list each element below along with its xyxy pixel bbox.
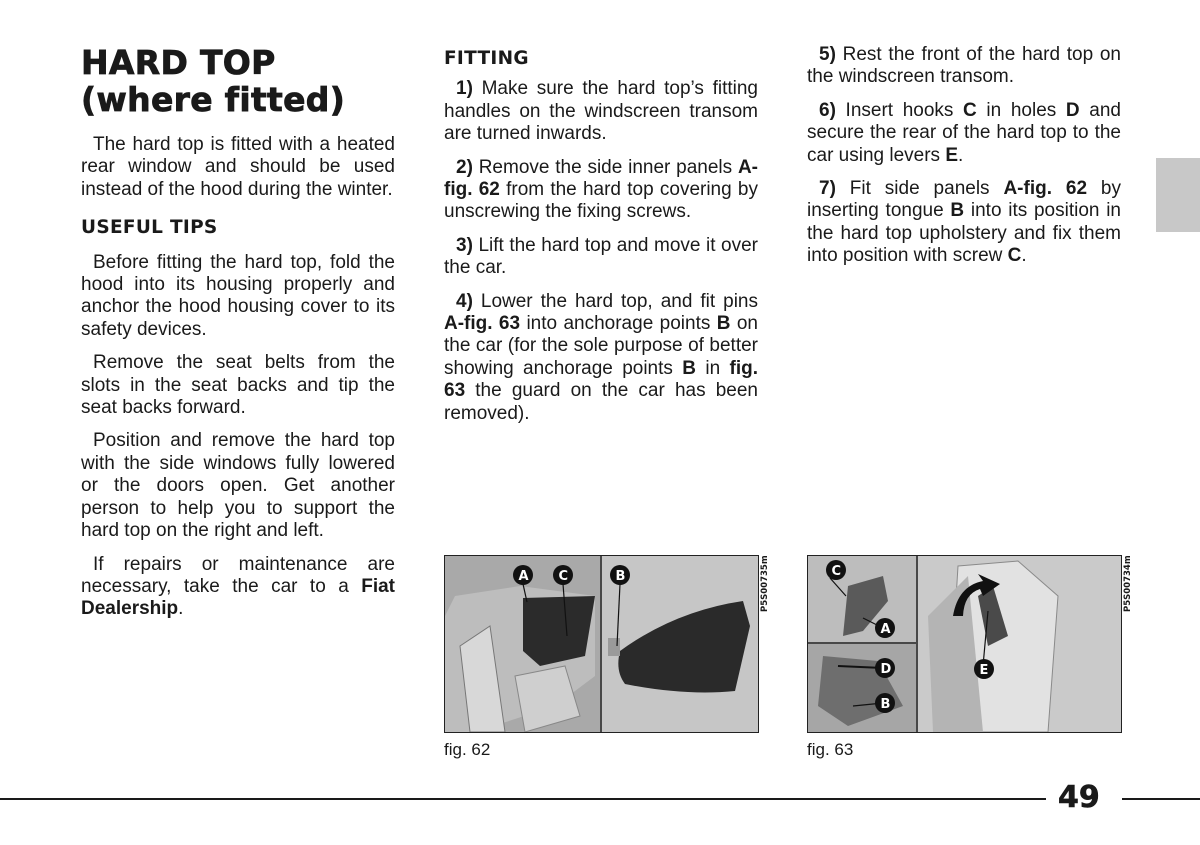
step-1: 1) Make sure the hard top’s fitting handles on the windscreen transom are turned inwards. — [444, 78, 758, 145]
column-right — [807, 44, 1121, 279]
callout-a — [513, 565, 533, 585]
callout-b — [875, 693, 895, 713]
figure-63-photo — [807, 555, 1122, 733]
tip-paragraph-3: Position and remove the hard top with the side windows fully lowered or the doors open. Get another person to help you to support the hard top on the right and left. — [81, 430, 395, 542]
callout-c — [826, 560, 846, 580]
callout-c-label: C — [831, 564, 842, 579]
callout-d-label: D — [880, 662, 892, 677]
callout-a-label: A — [518, 569, 529, 584]
page-title: HARD TOP (where fitted) — [81, 43, 346, 119]
step-7: 7) Fit side panels A-fig. 62 by inserting tongue B into its position in the hard top upholstery and fix them into position with screw C. — [807, 178, 1121, 267]
step-2: 2) Remove the side inner panels A-fig. 62 from the hard top covering by unscrewing the fixing screws. — [444, 156, 758, 223]
useful-tips-heading: USEFUL TIPS — [81, 217, 218, 239]
intro-paragraph: The hard top is fitted with a heated rear window and should be used instead of the hood during the winter. — [81, 134, 395, 200]
footer-rule-right — [1122, 798, 1200, 800]
step-5: 5) Rest the front of the hard top on the windscreen transom. — [807, 44, 1121, 88]
callout-b-label: B — [615, 569, 626, 584]
callout-e-label: E — [979, 663, 989, 678]
figure-63-illustration — [808, 556, 1121, 732]
column-left — [81, 44, 395, 632]
tip-paragraph-4: If repairs or maintenance are necessary, take the car to a Fiat Dealership. — [81, 553, 395, 620]
figure-62-photo — [444, 555, 759, 733]
callout-b — [610, 565, 630, 585]
tip-paragraph-2: Remove the seat belts from the slots in the seat backs and tip the seat backs forward. — [81, 352, 395, 419]
footer-rule-left — [0, 798, 1046, 800]
page-number: 49 — [1058, 780, 1100, 815]
figure-62-code: P5S00735m — [760, 555, 770, 612]
callout-a-label: A — [880, 622, 891, 637]
callout-c — [553, 565, 573, 585]
fitting-heading: FITTING — [444, 48, 529, 69]
figure-63-caption: fig. 63 — [807, 740, 854, 759]
figure-62-caption: fig. 62 — [444, 740, 491, 759]
callout-a — [875, 618, 895, 638]
step-3: 3) Lift the hard top and move it over the car. — [444, 234, 758, 279]
step-4: 4) Lower the hard top, and fit pins A-fig. 63 into anchorage points B on the car (for the sole purpose of better showing anchorage points B in fig. 63 the guard on the car has been removed). — [444, 290, 759, 424]
figure-62-illustration — [445, 556, 758, 732]
callout-d — [875, 658, 895, 678]
tip-paragraph-1: Before fitting the hard top, fold the hood into its housing properly and anchor the hood housing cover to its safety devices. — [81, 251, 395, 340]
callout-c-label: C — [558, 569, 569, 584]
callout-b-label: B — [880, 697, 891, 712]
callout-e — [974, 659, 994, 679]
section-thumb-tab — [1156, 158, 1200, 232]
column-middle — [444, 44, 758, 436]
step-6: 6) Insert hooks C in holes D and secure the rear of the hard top to the car using levers E. — [807, 99, 1121, 166]
figure-63-code: P5S00734m — [1123, 555, 1133, 612]
